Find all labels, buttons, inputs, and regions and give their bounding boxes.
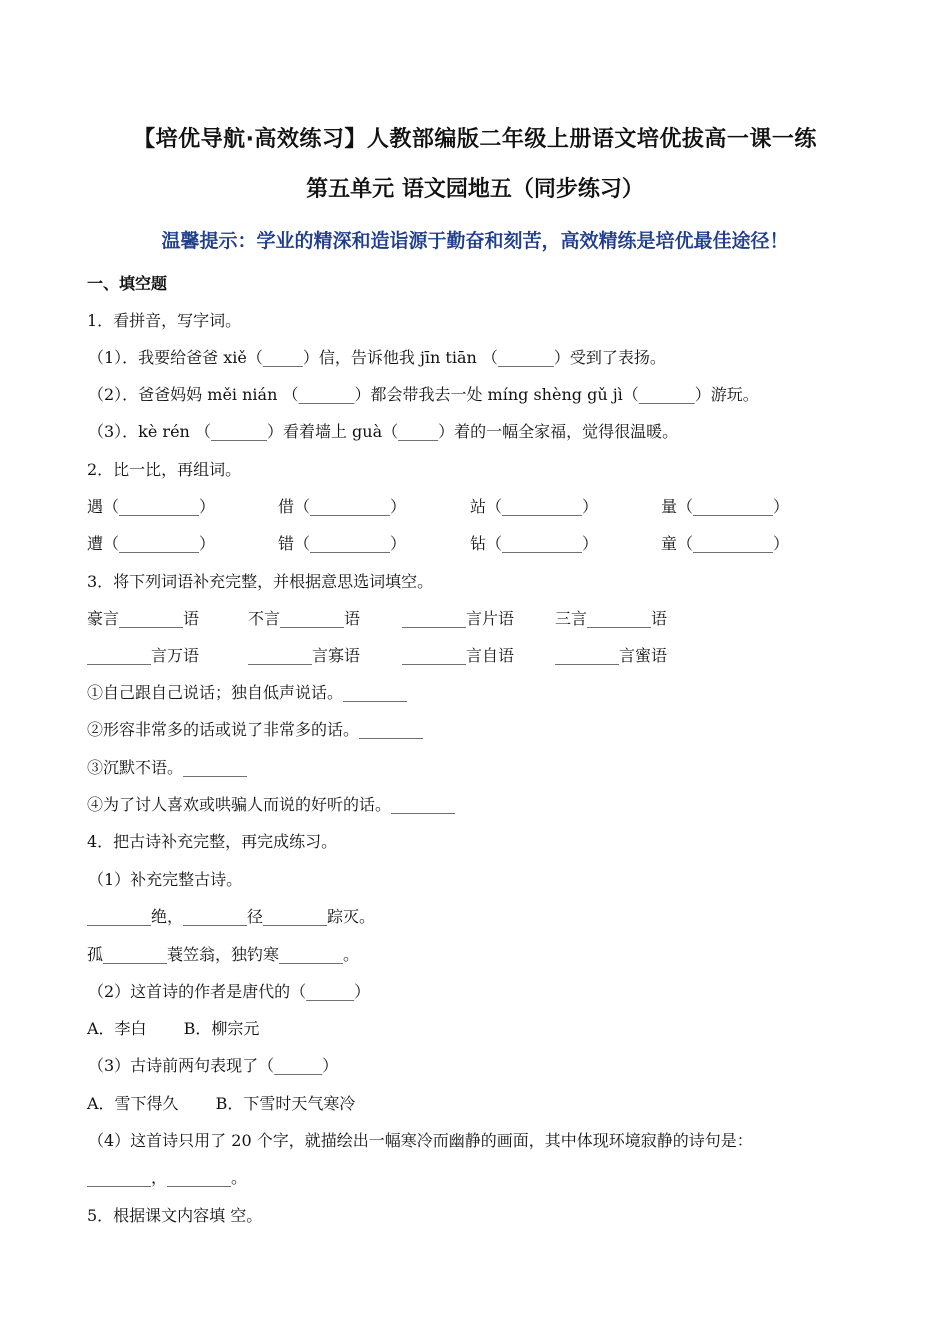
compare-word: 借（__________）	[278, 497, 407, 516]
idiom-blank: ________言万语	[87, 646, 200, 665]
section-heading: 一、填空题	[87, 274, 168, 293]
poem-line: 孤________蓑笠翁，独钓寒________。	[87, 945, 360, 964]
compare-word: 钻（__________）	[470, 534, 599, 553]
choice-options: A．李白 B．柳宗元	[87, 1019, 260, 1038]
idiom-blank: 三言________语	[555, 609, 668, 628]
question-2-stem: 2．比一比，再组词。	[87, 460, 242, 479]
question-3-item: ②形容非常多的话或说了非常多的话。________	[87, 720, 424, 739]
question-4-line: （4）这首诗只用了 20 个字，就描绘出一幅寒冷而幽静的画面，其中体现环境寂静的诗句是：	[88, 1131, 753, 1150]
question-1-item: （2）．爸爸妈妈 měi nián （_______）都会带我去一处 míng shèng gǔ jì（_______）游玩。	[88, 385, 759, 404]
compare-word: 错（__________）	[278, 534, 407, 553]
compare-word: 遇（__________）	[87, 497, 216, 516]
compare-word: 量（__________）	[661, 497, 790, 516]
poem-line: ________绝，________径________踪灭。	[87, 907, 376, 926]
idiom-blank: 豪言________语	[87, 609, 200, 628]
question-1-item: （1）．我要给爸爸 xiě（_____）信，告诉他我 jīn tiān （_______）受到了表扬。	[88, 348, 666, 367]
idiom-blank: ________言蜜语	[555, 646, 668, 665]
answer-blanks: ________，________。	[87, 1168, 248, 1187]
tip-banner: 温馨提示：学业的精深和造诣源于勤奋和刻苦，高效精练是培优最佳途径！	[161, 230, 789, 252]
question-4-line: （1）补充完整古诗。	[88, 870, 243, 889]
page-title: 【培优导航·高效练习】人教部编版二年级上册语文培优拔高一课一练	[133, 127, 817, 152]
question-4-line: （2）这首诗的作者是唐代的（______）	[88, 982, 371, 1001]
question-1-item: （3）．kè rén （_______）看着墙上 guà（_____）着的一幅全家福，觉得很温暖。	[88, 422, 679, 441]
question-4-line: （3）古诗前两句表现了（______）	[88, 1056, 339, 1075]
idiom-blank: ________言自语	[402, 646, 515, 665]
question-3-item: ④为了讨人喜欢或哄骗人而说的好听的话。________	[87, 795, 456, 814]
idiom-blank: 不言________语	[248, 609, 361, 628]
question-3-stem: 3．将下列词语补充完整，并根据意思选词填空。	[87, 572, 434, 591]
compare-word: 遭（__________）	[87, 534, 216, 553]
question-3-item: ①自己跟自己说话；独自低声说话。________	[87, 683, 408, 702]
page-subtitle: 第五单元 语文园地五（同步练习）	[306, 177, 644, 202]
idiom-blank: ________言片语	[402, 609, 515, 628]
question-5-stem: 5．根据课文内容填 空。	[87, 1206, 263, 1225]
question-4-stem: 4．把古诗补充完整，再完成练习。	[87, 832, 338, 851]
compare-word: 站（__________）	[470, 497, 599, 516]
compare-word: 童（__________）	[661, 534, 790, 553]
choice-options: A．雪下得久 B．下雪时天气寒冷	[87, 1094, 356, 1113]
idiom-blank: ________言寡语	[248, 646, 361, 665]
question-1-stem: 1．看拼音，写字词。	[87, 311, 242, 330]
question-3-item: ③沉默不语。________	[87, 758, 248, 777]
